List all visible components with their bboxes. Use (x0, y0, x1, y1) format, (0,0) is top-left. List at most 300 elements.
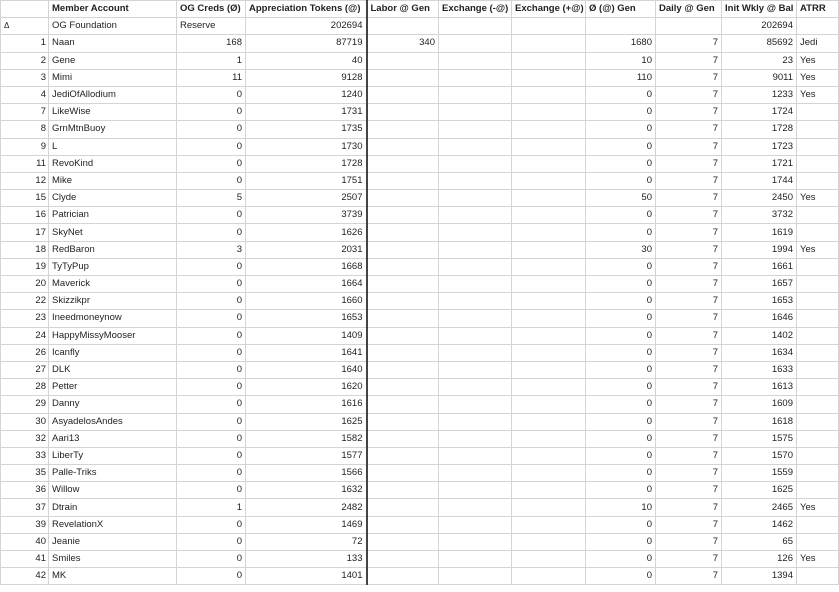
atrr-cell[interactable]: Yes (797, 69, 839, 86)
member-account-cell[interactable]: Mimi (49, 69, 177, 86)
og-creds-cell[interactable]: 0 (177, 447, 246, 464)
row-index-cell[interactable]: 30 (1, 413, 49, 430)
atrr-cell[interactable] (797, 258, 839, 275)
og-creds-cell[interactable]: 0 (177, 121, 246, 138)
init-wkly-bal-cell[interactable]: 1994 (722, 241, 797, 258)
atrr-cell[interactable] (797, 413, 839, 430)
init-wkly-bal-cell[interactable]: 1744 (722, 172, 797, 189)
og-gen-cell[interactable]: 0 (586, 104, 656, 121)
init-wkly-bal-cell[interactable]: 1633 (722, 361, 797, 378)
member-account-cell[interactable]: AsyadelosAndes (49, 413, 177, 430)
og-gen-cell[interactable]: 0 (586, 361, 656, 378)
exchange-plus-cell[interactable] (512, 396, 586, 413)
daily-gen-cell[interactable]: 7 (656, 396, 722, 413)
member-account-cell[interactable]: L (49, 138, 177, 155)
labor-gen-cell[interactable] (367, 207, 439, 224)
atrr-cell[interactable] (797, 172, 839, 189)
atrr-cell[interactable] (797, 516, 839, 533)
appreciation-tokens-cell[interactable]: 1626 (246, 224, 367, 241)
og-creds-cell[interactable]: 0 (177, 104, 246, 121)
member-account-cell[interactable]: OG Foundation (49, 18, 177, 35)
member-account-cell[interactable]: RevoKind (49, 155, 177, 172)
appreciation-tokens-cell[interactable]: 2507 (246, 190, 367, 207)
og-creds-cell[interactable]: 0 (177, 293, 246, 310)
init-wkly-bal-cell[interactable]: 1625 (722, 482, 797, 499)
appreciation-tokens-cell[interactable]: 1668 (246, 258, 367, 275)
atrr-cell[interactable] (797, 568, 839, 585)
og-creds-cell[interactable]: 0 (177, 86, 246, 103)
daily-gen-cell[interactable]: 7 (656, 327, 722, 344)
exchange-minus-cell[interactable] (439, 568, 512, 585)
labor-gen-cell[interactable] (367, 155, 439, 172)
appreciation-tokens-cell[interactable]: 1620 (246, 379, 367, 396)
member-account-cell[interactable]: Petter (49, 379, 177, 396)
atrr-cell[interactable] (797, 396, 839, 413)
daily-gen-cell[interactable]: 7 (656, 172, 722, 189)
atrr-cell[interactable] (797, 533, 839, 550)
member-account-cell[interactable]: Icanfly (49, 344, 177, 361)
atrr-cell[interactable] (797, 482, 839, 499)
header-cell-exchange-minus[interactable]: Exchange (-@) (439, 1, 512, 18)
og-creds-cell[interactable]: 1 (177, 499, 246, 516)
exchange-plus-cell[interactable] (512, 379, 586, 396)
init-wkly-bal-cell[interactable]: 1728 (722, 121, 797, 138)
init-wkly-bal-cell[interactable]: 2450 (722, 190, 797, 207)
labor-gen-cell[interactable] (367, 396, 439, 413)
og-gen-cell[interactable]: 0 (586, 482, 656, 499)
atrr-cell[interactable] (797, 18, 839, 35)
exchange-minus-cell[interactable] (439, 190, 512, 207)
member-account-cell[interactable]: LikeWise (49, 104, 177, 121)
init-wkly-bal-cell[interactable]: 1657 (722, 276, 797, 293)
appreciation-tokens-cell[interactable]: 1582 (246, 430, 367, 447)
exchange-minus-cell[interactable] (439, 396, 512, 413)
atrr-cell[interactable] (797, 327, 839, 344)
row-index-cell[interactable]: 18 (1, 241, 49, 258)
labor-gen-cell[interactable] (367, 533, 439, 550)
exchange-plus-cell[interactable] (512, 568, 586, 585)
labor-gen-cell[interactable] (367, 52, 439, 69)
exchange-plus-cell[interactable] (512, 241, 586, 258)
daily-gen-cell[interactable]: 7 (656, 413, 722, 430)
atrr-cell[interactable] (797, 344, 839, 361)
appreciation-tokens-cell[interactable]: 1730 (246, 138, 367, 155)
labor-gen-cell[interactable] (367, 18, 439, 35)
labor-gen-cell[interactable] (367, 551, 439, 568)
daily-gen-cell[interactable]: 7 (656, 190, 722, 207)
init-wkly-bal-cell[interactable]: 1570 (722, 447, 797, 464)
og-gen-cell[interactable]: 0 (586, 138, 656, 155)
labor-gen-cell[interactable] (367, 258, 439, 275)
daily-gen-cell[interactable] (656, 18, 722, 35)
exchange-plus-cell[interactable] (512, 551, 586, 568)
og-creds-cell[interactable]: 0 (177, 568, 246, 585)
atrr-cell[interactable] (797, 465, 839, 482)
exchange-minus-cell[interactable] (439, 276, 512, 293)
exchange-minus-cell[interactable] (439, 361, 512, 378)
header-cell-appreciation-tokens[interactable]: Appreciation Tokens (@) (246, 1, 367, 18)
appreciation-tokens-cell[interactable]: 1577 (246, 447, 367, 464)
exchange-plus-cell[interactable] (512, 465, 586, 482)
exchange-plus-cell[interactable] (512, 207, 586, 224)
row-index-cell[interactable]: 35 (1, 465, 49, 482)
labor-gen-cell[interactable] (367, 465, 439, 482)
og-creds-cell[interactable]: 3 (177, 241, 246, 258)
header-cell-og-creds[interactable]: OG Creds (Ø) (177, 1, 246, 18)
og-creds-cell[interactable]: 0 (177, 224, 246, 241)
labor-gen-cell[interactable] (367, 413, 439, 430)
og-creds-cell[interactable]: 0 (177, 413, 246, 430)
og-gen-cell[interactable]: 0 (586, 430, 656, 447)
appreciation-tokens-cell[interactable]: 1616 (246, 396, 367, 413)
labor-gen-cell[interactable] (367, 344, 439, 361)
exchange-minus-cell[interactable] (439, 430, 512, 447)
labor-gen-cell[interactable] (367, 482, 439, 499)
exchange-plus-cell[interactable] (512, 52, 586, 69)
og-gen-cell[interactable]: 50 (586, 190, 656, 207)
member-account-cell[interactable]: Mike (49, 172, 177, 189)
exchange-minus-cell[interactable] (439, 104, 512, 121)
atrr-cell[interactable] (797, 224, 839, 241)
appreciation-tokens-cell[interactable]: 1664 (246, 276, 367, 293)
exchange-minus-cell[interactable] (439, 258, 512, 275)
exchange-plus-cell[interactable] (512, 172, 586, 189)
init-wkly-bal-cell[interactable]: 9011 (722, 69, 797, 86)
member-account-cell[interactable]: Palle-Triks (49, 465, 177, 482)
member-account-cell[interactable]: Naan (49, 35, 177, 52)
row-index-cell[interactable]: 7 (1, 104, 49, 121)
header-cell-og-gen[interactable]: Ø (@) Gen (586, 1, 656, 18)
init-wkly-bal-cell[interactable]: 1653 (722, 293, 797, 310)
daily-gen-cell[interactable]: 7 (656, 276, 722, 293)
exchange-plus-cell[interactable] (512, 499, 586, 516)
atrr-cell[interactable] (797, 207, 839, 224)
labor-gen-cell[interactable] (367, 310, 439, 327)
og-gen-cell[interactable]: 0 (586, 465, 656, 482)
exchange-plus-cell[interactable] (512, 69, 586, 86)
exchange-minus-cell[interactable] (439, 465, 512, 482)
member-account-cell[interactable]: DLK (49, 361, 177, 378)
daily-gen-cell[interactable]: 7 (656, 258, 722, 275)
member-account-cell[interactable]: RevelationX (49, 516, 177, 533)
exchange-minus-cell[interactable] (439, 499, 512, 516)
og-gen-cell[interactable]: 0 (586, 224, 656, 241)
daily-gen-cell[interactable]: 7 (656, 35, 722, 52)
init-wkly-bal-cell[interactable]: 1634 (722, 344, 797, 361)
init-wkly-bal-cell[interactable]: 1609 (722, 396, 797, 413)
atrr-cell[interactable] (797, 104, 839, 121)
og-gen-cell[interactable]: 0 (586, 86, 656, 103)
member-account-cell[interactable]: Willow (49, 482, 177, 499)
exchange-plus-cell[interactable] (512, 121, 586, 138)
og-creds-cell[interactable]: 0 (177, 465, 246, 482)
row-index-cell[interactable]: 36 (1, 482, 49, 499)
og-gen-cell[interactable]: 0 (586, 379, 656, 396)
daily-gen-cell[interactable]: 7 (656, 499, 722, 516)
og-creds-cell[interactable]: 0 (177, 207, 246, 224)
daily-gen-cell[interactable]: 7 (656, 207, 722, 224)
labor-gen-cell[interactable] (367, 138, 439, 155)
row-index-cell[interactable]: 17 (1, 224, 49, 241)
exchange-minus-cell[interactable] (439, 52, 512, 69)
member-account-cell[interactable]: Dtrain (49, 499, 177, 516)
og-creds-cell[interactable]: 0 (177, 516, 246, 533)
atrr-cell[interactable]: Yes (797, 241, 839, 258)
labor-gen-cell[interactable] (367, 516, 439, 533)
init-wkly-bal-cell[interactable]: 1233 (722, 86, 797, 103)
exchange-plus-cell[interactable] (512, 344, 586, 361)
member-account-cell[interactable]: Gene (49, 52, 177, 69)
daily-gen-cell[interactable]: 7 (656, 516, 722, 533)
exchange-minus-cell[interactable] (439, 379, 512, 396)
member-account-cell[interactable]: MK (49, 568, 177, 585)
member-account-cell[interactable]: Aari13 (49, 430, 177, 447)
header-cell-index[interactable] (1, 1, 49, 18)
og-creds-cell[interactable]: 0 (177, 276, 246, 293)
init-wkly-bal-cell[interactable]: 1661 (722, 258, 797, 275)
labor-gen-cell[interactable] (367, 172, 439, 189)
labor-gen-cell[interactable] (367, 499, 439, 516)
labor-gen-cell[interactable] (367, 104, 439, 121)
og-creds-cell[interactable]: 0 (177, 482, 246, 499)
atrr-cell[interactable]: Yes (797, 190, 839, 207)
atrr-cell[interactable] (797, 276, 839, 293)
appreciation-tokens-cell[interactable]: 1653 (246, 310, 367, 327)
atrr-cell[interactable] (797, 447, 839, 464)
exchange-minus-cell[interactable] (439, 516, 512, 533)
exchange-plus-cell[interactable] (512, 293, 586, 310)
og-creds-cell[interactable]: 0 (177, 138, 246, 155)
exchange-minus-cell[interactable] (439, 18, 512, 35)
appreciation-tokens-cell[interactable]: 1660 (246, 293, 367, 310)
exchange-plus-cell[interactable] (512, 104, 586, 121)
atrr-cell[interactable] (797, 138, 839, 155)
row-index-cell[interactable]: 33 (1, 447, 49, 464)
header-cell-daily-gen[interactable]: Daily @ Gen (656, 1, 722, 18)
og-gen-cell[interactable]: 0 (586, 533, 656, 550)
appreciation-tokens-cell[interactable]: 1641 (246, 344, 367, 361)
member-account-cell[interactable]: Clyde (49, 190, 177, 207)
init-wkly-bal-cell[interactable]: 1402 (722, 327, 797, 344)
member-account-cell[interactable]: SkyNet (49, 224, 177, 241)
exchange-plus-cell[interactable] (512, 533, 586, 550)
appreciation-tokens-cell[interactable]: 1640 (246, 361, 367, 378)
og-creds-cell[interactable]: 1 (177, 52, 246, 69)
labor-gen-cell[interactable] (367, 327, 439, 344)
exchange-plus-cell[interactable] (512, 18, 586, 35)
labor-gen-cell[interactable]: 340 (367, 35, 439, 52)
exchange-minus-cell[interactable] (439, 155, 512, 172)
row-index-cell[interactable]: 41 (1, 551, 49, 568)
init-wkly-bal-cell[interactable]: 1724 (722, 104, 797, 121)
og-gen-cell[interactable]: 0 (586, 396, 656, 413)
atrr-cell[interactable]: Yes (797, 499, 839, 516)
exchange-plus-cell[interactable] (512, 35, 586, 52)
init-wkly-bal-cell[interactable]: 2465 (722, 499, 797, 516)
labor-gen-cell[interactable] (367, 361, 439, 378)
member-account-cell[interactable]: HappyMissyMooser (49, 327, 177, 344)
row-index-cell[interactable]: 26 (1, 344, 49, 361)
appreciation-tokens-cell[interactable]: 2031 (246, 241, 367, 258)
row-index-cell[interactable]: 42 (1, 568, 49, 585)
exchange-plus-cell[interactable] (512, 258, 586, 275)
init-wkly-bal-cell[interactable]: 1646 (722, 310, 797, 327)
exchange-plus-cell[interactable] (512, 224, 586, 241)
og-gen-cell[interactable]: 110 (586, 69, 656, 86)
row-index-cell[interactable]: 2 (1, 52, 49, 69)
header-cell-labor-gen[interactable]: Labor @ Gen (367, 1, 439, 18)
member-account-cell[interactable]: JediOfAllodium (49, 86, 177, 103)
og-gen-cell[interactable]: 10 (586, 499, 656, 516)
appreciation-tokens-cell[interactable]: 1731 (246, 104, 367, 121)
og-creds-cell[interactable]: 0 (177, 396, 246, 413)
appreciation-tokens-cell[interactable]: 9128 (246, 69, 367, 86)
daily-gen-cell[interactable]: 7 (656, 86, 722, 103)
exchange-minus-cell[interactable] (439, 482, 512, 499)
header-cell-atrr[interactable]: ATRR (797, 1, 839, 18)
og-gen-cell[interactable]: 0 (586, 276, 656, 293)
daily-gen-cell[interactable]: 7 (656, 482, 722, 499)
row-index-cell[interactable]: 27 (1, 361, 49, 378)
daily-gen-cell[interactable]: 7 (656, 551, 722, 568)
exchange-minus-cell[interactable] (439, 344, 512, 361)
labor-gen-cell[interactable] (367, 86, 439, 103)
og-gen-cell[interactable]: 0 (586, 155, 656, 172)
init-wkly-bal-cell[interactable]: 1394 (722, 568, 797, 585)
labor-gen-cell[interactable] (367, 293, 439, 310)
atrr-cell[interactable] (797, 121, 839, 138)
labor-gen-cell[interactable] (367, 430, 439, 447)
init-wkly-bal-cell[interactable]: 1618 (722, 413, 797, 430)
daily-gen-cell[interactable]: 7 (656, 533, 722, 550)
daily-gen-cell[interactable]: 7 (656, 224, 722, 241)
exchange-plus-cell[interactable] (512, 155, 586, 172)
daily-gen-cell[interactable]: 7 (656, 52, 722, 69)
exchange-plus-cell[interactable] (512, 413, 586, 430)
member-account-cell[interactable]: Skizzikpr (49, 293, 177, 310)
og-gen-cell[interactable] (586, 18, 656, 35)
daily-gen-cell[interactable]: 7 (656, 310, 722, 327)
init-wkly-bal-cell[interactable]: 1723 (722, 138, 797, 155)
exchange-minus-cell[interactable] (439, 241, 512, 258)
og-creds-cell[interactable]: 168 (177, 35, 246, 52)
appreciation-tokens-cell[interactable]: 1735 (246, 121, 367, 138)
exchange-minus-cell[interactable] (439, 413, 512, 430)
og-gen-cell[interactable]: 0 (586, 551, 656, 568)
init-wkly-bal-cell[interactable]: 1619 (722, 224, 797, 241)
labor-gen-cell[interactable] (367, 241, 439, 258)
exchange-plus-cell[interactable] (512, 138, 586, 155)
og-creds-cell[interactable]: 0 (177, 327, 246, 344)
exchange-minus-cell[interactable] (439, 121, 512, 138)
member-account-cell[interactable]: Danny (49, 396, 177, 413)
daily-gen-cell[interactable]: 7 (656, 447, 722, 464)
init-wkly-bal-cell[interactable]: 23 (722, 52, 797, 69)
row-index-cell[interactable]: 19 (1, 258, 49, 275)
row-index-cell[interactable]: 15 (1, 190, 49, 207)
og-creds-cell[interactable]: 0 (177, 172, 246, 189)
exchange-plus-cell[interactable] (512, 430, 586, 447)
member-account-cell[interactable]: GrnMtnBuoy (49, 121, 177, 138)
og-gen-cell[interactable]: 30 (586, 241, 656, 258)
atrr-cell[interactable] (797, 310, 839, 327)
labor-gen-cell[interactable] (367, 190, 439, 207)
appreciation-tokens-cell[interactable]: 1728 (246, 155, 367, 172)
init-wkly-bal-cell[interactable]: 1575 (722, 430, 797, 447)
og-creds-cell[interactable]: 0 (177, 310, 246, 327)
appreciation-tokens-cell[interactable]: 1751 (246, 172, 367, 189)
row-index-cell[interactable]: 40 (1, 533, 49, 550)
og-gen-cell[interactable]: 0 (586, 344, 656, 361)
atrr-cell[interactable] (797, 361, 839, 378)
daily-gen-cell[interactable]: 7 (656, 241, 722, 258)
row-index-cell[interactable]: 22 (1, 293, 49, 310)
init-wkly-bal-cell[interactable]: 85692 (722, 35, 797, 52)
appreciation-tokens-cell[interactable]: 1401 (246, 568, 367, 585)
og-gen-cell[interactable]: 0 (586, 293, 656, 310)
og-creds-cell[interactable]: 5 (177, 190, 246, 207)
appreciation-tokens-cell[interactable]: 3739 (246, 207, 367, 224)
og-creds-cell[interactable]: 0 (177, 430, 246, 447)
exchange-minus-cell[interactable] (439, 533, 512, 550)
og-gen-cell[interactable]: 0 (586, 327, 656, 344)
daily-gen-cell[interactable]: 7 (656, 361, 722, 378)
daily-gen-cell[interactable]: 7 (656, 155, 722, 172)
exchange-minus-cell[interactable] (439, 86, 512, 103)
member-account-cell[interactable]: TyTyPup (49, 258, 177, 275)
og-gen-cell[interactable]: 0 (586, 258, 656, 275)
og-creds-cell[interactable]: 11 (177, 69, 246, 86)
og-gen-cell[interactable]: 0 (586, 568, 656, 585)
header-cell-exchange-plus[interactable]: Exchange (+@) (512, 1, 586, 18)
daily-gen-cell[interactable]: 7 (656, 379, 722, 396)
exchange-minus-cell[interactable] (439, 207, 512, 224)
atrr-cell[interactable] (797, 379, 839, 396)
labor-gen-cell[interactable] (367, 568, 439, 585)
init-wkly-bal-cell[interactable]: 65 (722, 533, 797, 550)
appreciation-tokens-cell[interactable]: 1240 (246, 86, 367, 103)
row-index-cell[interactable]: Δ (1, 18, 49, 35)
header-cell-member-account[interactable]: Member Account (49, 1, 177, 18)
appreciation-tokens-cell[interactable]: 202694 (246, 18, 367, 35)
og-creds-cell[interactable]: 0 (177, 551, 246, 568)
atrr-cell[interactable] (797, 430, 839, 447)
appreciation-tokens-cell[interactable]: 40 (246, 52, 367, 69)
row-index-cell[interactable]: 39 (1, 516, 49, 533)
labor-gen-cell[interactable] (367, 121, 439, 138)
og-gen-cell[interactable]: 1680 (586, 35, 656, 52)
og-gen-cell[interactable]: 0 (586, 447, 656, 464)
og-creds-cell[interactable]: 0 (177, 361, 246, 378)
og-creds-cell[interactable]: 0 (177, 258, 246, 275)
og-gen-cell[interactable]: 0 (586, 310, 656, 327)
row-index-cell[interactable]: 16 (1, 207, 49, 224)
row-index-cell[interactable]: 37 (1, 499, 49, 516)
member-account-cell[interactable]: Patrician (49, 207, 177, 224)
member-account-cell[interactable]: Jeanie (49, 533, 177, 550)
exchange-minus-cell[interactable] (439, 447, 512, 464)
daily-gen-cell[interactable]: 7 (656, 465, 722, 482)
row-index-cell[interactable]: 4 (1, 86, 49, 103)
exchange-plus-cell[interactable] (512, 327, 586, 344)
init-wkly-bal-cell[interactable]: 202694 (722, 18, 797, 35)
atrr-cell[interactable]: Yes (797, 551, 839, 568)
og-gen-cell[interactable]: 0 (586, 172, 656, 189)
og-creds-cell[interactable]: 0 (177, 379, 246, 396)
atrr-cell[interactable] (797, 293, 839, 310)
og-creds-cell[interactable]: 0 (177, 344, 246, 361)
exchange-plus-cell[interactable] (512, 482, 586, 499)
